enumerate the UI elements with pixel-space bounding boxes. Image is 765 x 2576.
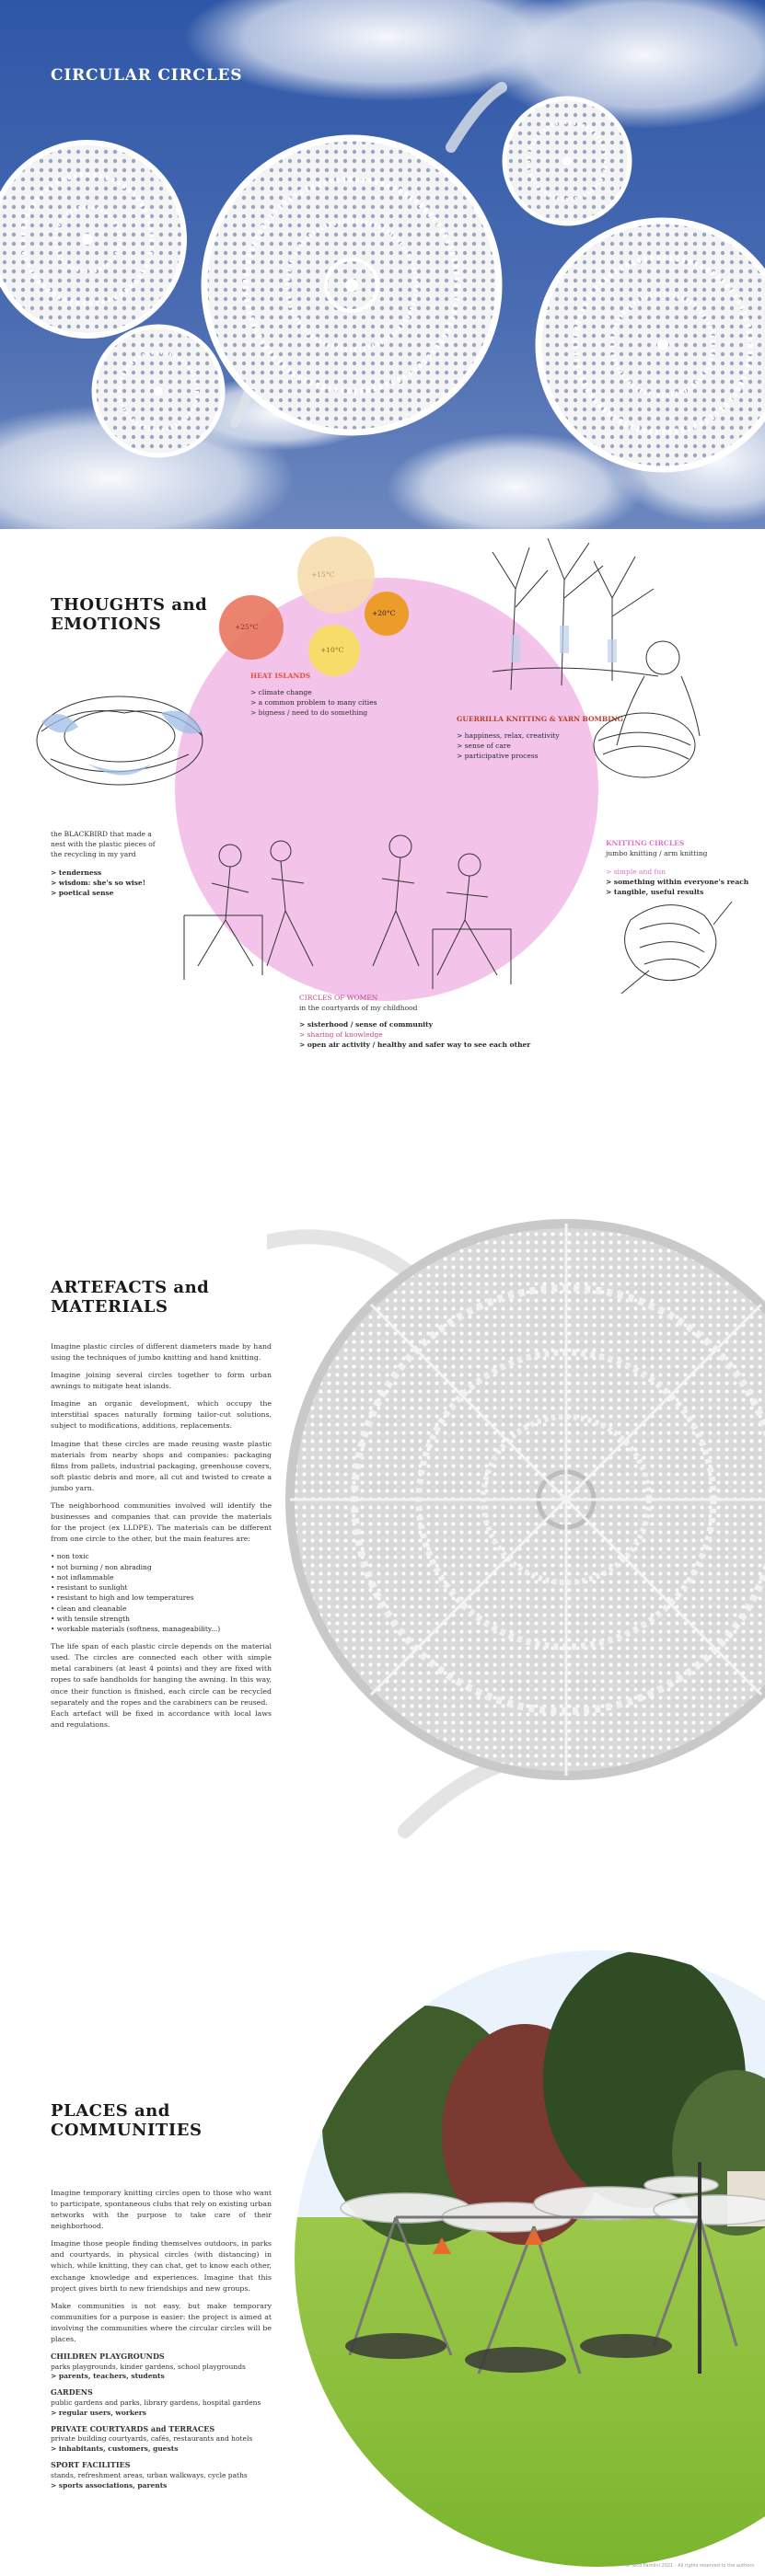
knitting-title: KNITTING CIRCLES [606,839,685,847]
list-item: > participative process [457,752,539,761]
category-people: > sports associations, parents [51,2480,168,2490]
category-people: > regular users, workers [51,2408,146,2417]
places-title-line2: COMMUNITIES [51,2120,203,2140]
category-title: CHILDREN PLAYGROUNDS [51,2352,165,2362]
hero-title: CIRCULAR CIRCLES [51,66,243,85]
lace-circle-3 [504,98,630,224]
category-sport [51,2460,272,2490]
paragraph: The neighborhood communities involved will identify the businesses and companies that can provide the materials for the project (ex LLDPE). The materials can be different from one circle to the other, but the main features are: [51,1501,272,1544]
list-item: • with tensile strength [51,1614,130,1623]
thoughts-title-line1: THOUGHTS and [51,595,208,615]
category-desc: stands, refreshment areas, urban walkways, cycle paths [51,2470,248,2479]
paragraph: Imagine those people finding themselves outdoors, in parks and courtyards, in physical circles (with distancing) in which, while knitting, they can chat, get to know each other, exchange knowledge and experiences. Imagine that this project gives birth to new friendships and new groups. [51,2239,272,2293]
women-sketch [180,828,539,1007]
list-item: > sharing of knowledge [299,1030,383,1039]
knitting-hands-sketch [612,883,741,1003]
park-photo [295,1941,765,2567]
paragraph: Imagine plastic circles of different diameters made by hand using the techniques of jumbo knitting and hand knitting. [51,1342,272,1363]
temp-bubble-15 [297,536,375,614]
artefacts-title [51,1279,209,1317]
list-item: • workable materials (softness, manageability...) [51,1625,221,1633]
category-title: PRIVATE COURTYARDS and TERRACES [51,2423,215,2433]
knitting-subtitle: jumbo knitting / arm knitting [606,848,708,857]
lace-artefact-illustration [267,1122,765,1840]
temp-label-10: +10°C [320,646,344,654]
guerrilla-title: GUERRILLA KNITTING & YARN BOMBING [457,715,623,723]
hero-section [0,0,765,529]
paragraph: The life span of each plastic circle depends on the material used. The circles are connected each other with simple metal carabiners (at least 4 points) and they are fixed with ropes to safe handholds for hanging the awning. In this way, once their function is finished, each circle can be recycled separately and the ropes and the carabiners can be reused. [51,1642,272,1707]
paragraph: Each artefact will be fixed in accordance with local laws and regulations. [51,1708,272,1729]
thoughts-title [51,596,207,634]
artefacts-text [51,1341,272,1737]
artefacts-title-line2: MATERIALS [51,1296,168,1317]
blackbird-block [51,830,161,898]
list-item: > sense of care [457,742,511,751]
temp-label-25: +25°C [235,623,259,631]
category-desc: parks playgrounds, kinder gardens, school playgrounds [51,2362,246,2371]
places-title-line1: PLACES and [51,2101,170,2121]
copyright: © Nico Parolini 2021 - All rights reserved to the authors [625,2563,754,2569]
list-item: > bigness / need to do something [250,708,368,718]
category-courtyards [51,2424,272,2455]
temp-label-20: +20°C [372,609,396,617]
nest-sketch [23,676,221,796]
list-item: • not burning / non abrading [51,1562,152,1571]
lace-circle-4 [539,221,765,469]
category-desc: private building courtyards, cafés, restaurants and hotels [51,2434,253,2444]
list-item: > tangible, useful results [606,888,704,897]
list-item: > a common problem to many cities [250,698,377,707]
women-block [299,994,539,1051]
temperature-bubbles [203,529,423,681]
list-item: > sisterhood / sense of community [299,1019,433,1029]
heat-islands-title: HEAT ISLANDS [250,672,311,680]
paragraph: Imagine that these circles are made reusing waste plastic materials from nearby shops and companies: packaging films from pallets, industrial packaging, greenhouse covers, soft plastic debris and more, all cut and twisted to create a jumbo yarn. [51,1439,272,1492]
list-item: > happiness, relax, creativity [457,730,560,740]
category-people: > parents, teachers, students [51,2372,165,2381]
list-item: • resistant to sunlight [51,1583,128,1592]
paragraph: Imagine temporary knitting circles open to those who want to participate, spontaneous clubs that rely on existing urban networks with the purpose to take care of their neighborhood. [51,2189,272,2231]
category-playgrounds [51,2352,272,2382]
lace-circle-5 [94,327,223,455]
lace-circle-2 [204,138,499,432]
temp-label-15: +15°C [311,570,335,579]
lace-circle-1 [0,143,184,336]
heat-islands-block [250,672,407,719]
category-gardens [51,2387,272,2418]
places-title [51,2102,202,2140]
features-list [51,1551,272,1634]
list-item: > poetical sense [51,889,114,898]
artefacts-title-line1: ARTEFACTS and [51,1278,210,1297]
places-text [51,2188,272,2490]
category-title: SPORT FACILITIES [51,2460,131,2470]
list-item: • non toxic [51,1552,89,1561]
thoughts-title-line2: EMOTIONS [51,614,162,634]
paragraph: Imagine an organic development, which occupy the interstitial spaces naturally forming tailor-cut solutions, subject to modifications, additions, replacements. [51,1399,272,1431]
knitting-block [606,839,753,898]
category-desc: public gardens and parks, library gardens, hospital gardens [51,2398,261,2407]
list-item: > simple and fun [606,867,666,876]
women-subtitle: in the courtyards of my childhood [299,1003,418,1012]
list-item: > open air activity / healthy and safer way to see each other [299,1041,531,1050]
blackbird-intro: the BLACKBIRD that made a nest with the plastic pieces of the recycling in my yard [51,830,156,858]
list-item: • resistant to high and low temperatures [51,1593,194,1603]
list-item: > climate change [250,687,312,696]
knitter-sketch [589,635,709,791]
list-item: > tenderness [51,868,102,877]
list-item: • not inflammable [51,1572,114,1581]
category-people: > inhabitants, customers, guests [51,2444,179,2454]
list-item: • clean and cleanable [51,1604,127,1613]
list-item: > something within everyone's reach [606,878,749,886]
list-item: > wisdom: she's so wise! [51,878,145,887]
paragraph: Imagine joining several circles together to form urban awnings to mitigate heat islands. [51,1371,272,1391]
paragraph: Make communities is not easy, but make temporary communities for a purpose is easier: the project is aimed at involving the communities where the circular circles will be places. [51,2301,272,2343]
women-title: CIRCLES OF WOMEN [299,994,378,1002]
category-title: GARDENS [51,2387,93,2398]
